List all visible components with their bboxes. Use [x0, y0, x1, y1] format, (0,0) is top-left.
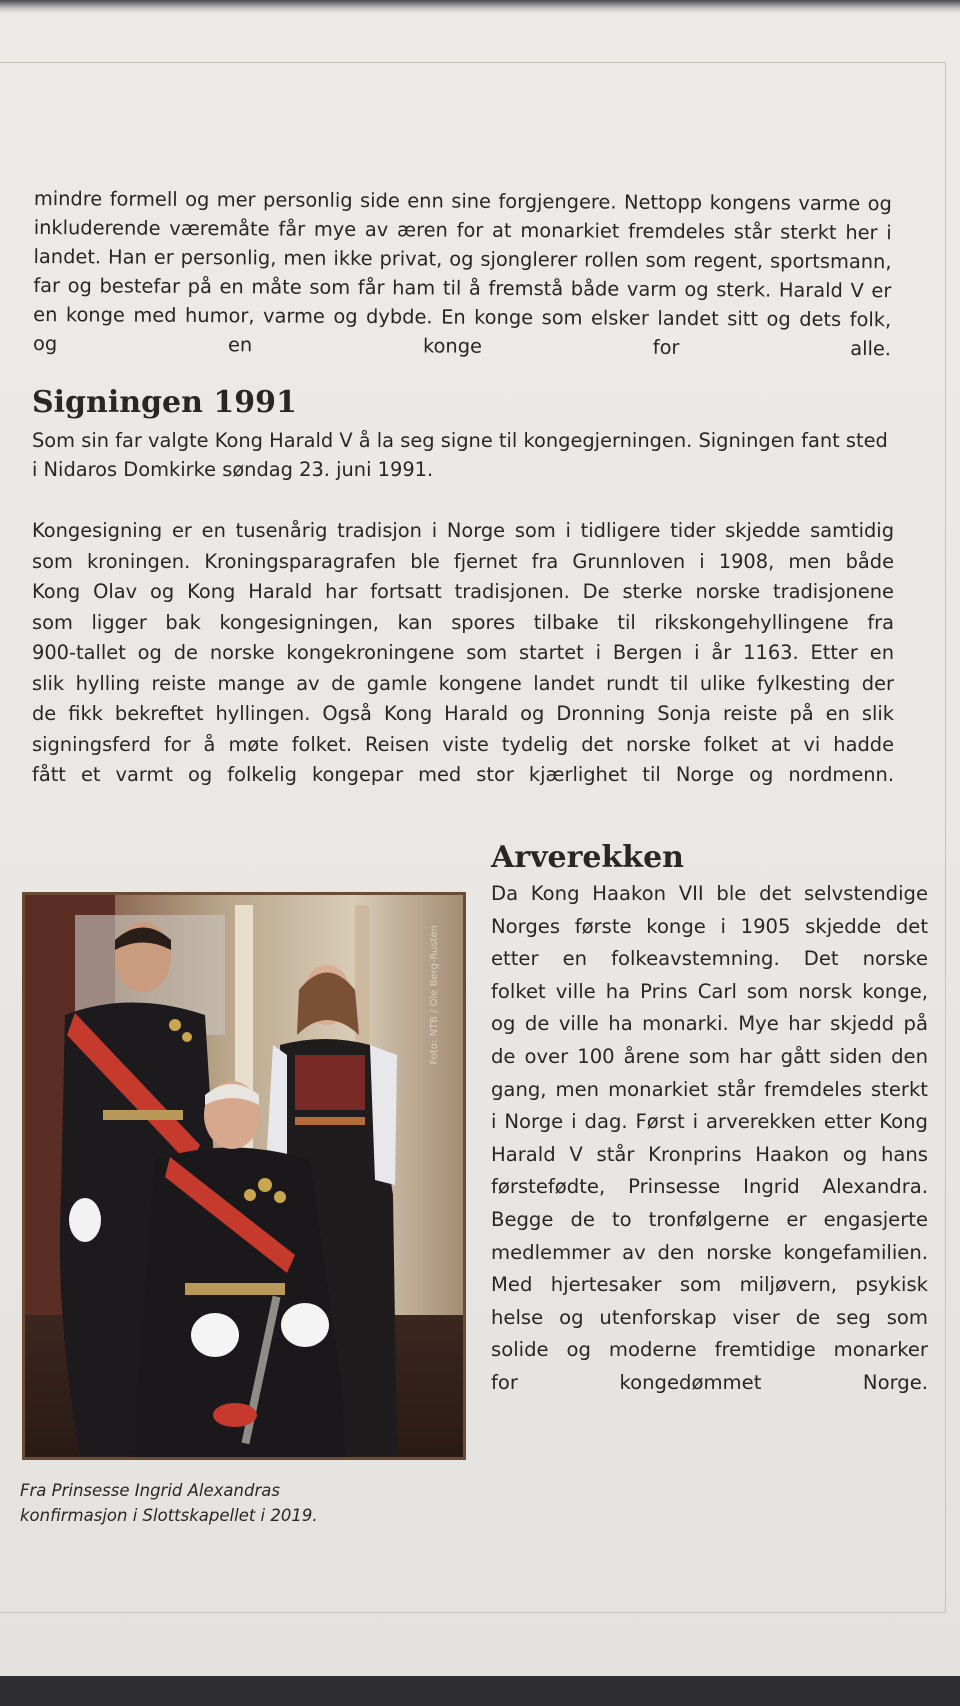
- frame-line-bottom: [0, 1612, 946, 1613]
- signing-body-line: fått et varmt og folkelig kongepar med stor kjærlighet til Norge og nordmenn.: [32, 763, 894, 786]
- succession-heading: Arverekken: [491, 840, 684, 875]
- signing-body-line: 900-tallet og de norske kongekroningene som startet i Bergen i år 1163. Etter en: [32, 641, 894, 664]
- intro-line: inkluderende væremåte får mye av æren for at monarkiet fremdeles står sterkt her i: [33, 215, 892, 245]
- succession-line: for kongedømmet Norge.: [491, 1370, 928, 1394]
- succession-line: de over 100 årene som har gått siden den: [491, 1044, 928, 1068]
- signing-body: [32, 516, 894, 791]
- intro-line: landet. Han er personlig, men ikke privat, og sjonglerer rollen som regent, sportsmann,: [33, 244, 892, 274]
- succession-line: førstefødte, Prinsesse Ingrid Alexandra.: [491, 1175, 928, 1199]
- caption-line: Fra Prinsesse Ingrid Alexandras: [20, 1481, 280, 1500]
- succession-paragraph: [491, 878, 928, 1400]
- succession-line: Da Kong Haakon VII ble det selvstendige: [491, 882, 928, 905]
- signing-body-line: signingsferd for å møte folket. Reisen viste tydelig det norske folket at vi hadde: [32, 732, 894, 756]
- succession-line: medlemmer av den norske kongefamilien.: [491, 1240, 928, 1264]
- frame-line-top: [0, 62, 946, 63]
- intro-line: en konge med humor, varme og dybde. En konge som elsker landet sitt og dets folk,: [33, 302, 892, 332]
- intro-line: og en konge for alle.: [32, 331, 892, 361]
- succession-line: Harald V står Kronprins Haakon og hans: [491, 1142, 928, 1166]
- signing-intro: [32, 426, 912, 484]
- succession-line: i Norge i dag. Først i arverekken etter Kong: [491, 1110, 928, 1134]
- intro-line: mindre formell og mer personlig side enn sine forgjengere. Nettopp kongens varme og: [33, 186, 892, 216]
- signing-intro-line: Som sin far valgte Kong Harald V å la seg signe til kongegjerningen. Signingen fant sted: [32, 429, 888, 452]
- signing-body-line: som ligger bak kongesigningen, kan spores tilbake til rikskongehyllingene fra: [32, 610, 894, 634]
- royal-family-photo: [22, 892, 466, 1460]
- royal-family-illustration: [25, 895, 463, 1457]
- desk-background: [0, 1676, 960, 1706]
- signing-body-line: de fikk bekreftet hyllingen. Også Kong Harald og Dronning Sonja reiste på en slik: [32, 702, 894, 725]
- caption-line: konfirmasjon i Slottskapellet i 2019.: [20, 1506, 318, 1525]
- succession-line: Med hjertesaker som miljøvern, psykisk: [491, 1273, 928, 1297]
- signing-body-line: slik hylling reiste mange av de gamle kongene landet rundt til ulike fylkesting der: [32, 671, 894, 695]
- succession-line: gang, men monarkiet står fremdeles sterkt: [491, 1077, 928, 1101]
- signing-heading: Signingen 1991: [32, 385, 297, 420]
- succession-line: solide og moderne fremtidige monarker: [491, 1338, 928, 1362]
- signing-body-line: Kong Olav og Kong Harald har fortsatt tradisjonen. De sterke norske tradisjonene: [32, 580, 894, 603]
- signing-intro-line: i Nidaros Domkirke søndag 23. juni 1991.: [32, 458, 434, 481]
- succession-line: og de ville ha monarki. Mye har skjedd på: [491, 1012, 928, 1036]
- succession-line: etter en folkeavstemning. Det norske: [491, 947, 928, 971]
- signing-body-line: som kroningen. Kroningsparagrafen ble fjernet fra Grunnloven i 1908, men både: [32, 549, 894, 573]
- intro-line: far og bestefar på en måte som får ham til å fremstå både varm og sterk. Harald V er: [33, 273, 892, 303]
- photo-credit: Foto: NTB / Ole Berg-Rusten: [429, 925, 440, 1065]
- succession-line: Norges første konge i 1905 skjedde det: [491, 914, 928, 938]
- signing-body-line: Kongesigning er en tusenårig tradisjon i Norge som i tidligere tider skjedde samtidig: [32, 519, 894, 542]
- photo-caption: [20, 1478, 460, 1528]
- succession-line: Begge de to tronfølgerne er engasjerte: [491, 1207, 928, 1231]
- intro-paragraph: [33, 184, 892, 363]
- succession-line: helse og utenforskap viser de seg som: [491, 1305, 928, 1329]
- page-top-edge: [0, 0, 960, 14]
- succession-line: folket ville ha Prins Carl som norsk konge,: [491, 979, 928, 1003]
- frame-line-right: [945, 62, 946, 1612]
